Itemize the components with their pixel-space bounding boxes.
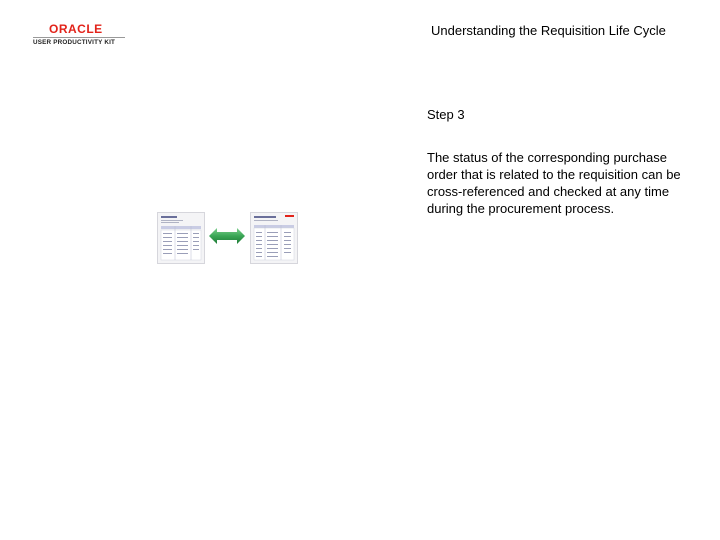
logo-brand: ORACLE — [49, 22, 103, 36]
requisition-document-icon — [157, 212, 205, 264]
step-label: Step 3 — [427, 107, 465, 122]
logo-subtitle: USER PRODUCTIVITY KIT — [33, 39, 116, 46]
logo-divider — [33, 37, 125, 38]
page-title: Understanding the Requisition Life Cycle — [431, 23, 666, 38]
purchase-order-document-icon — [250, 212, 298, 264]
step-description: The status of the corresponding purchase order that is related to the requisition can be cross-referenced and checked at any time during the procurement process. — [427, 150, 681, 216]
double-headed-arrow-icon — [209, 228, 245, 249]
oracle-upk-logo — [33, 22, 125, 48]
